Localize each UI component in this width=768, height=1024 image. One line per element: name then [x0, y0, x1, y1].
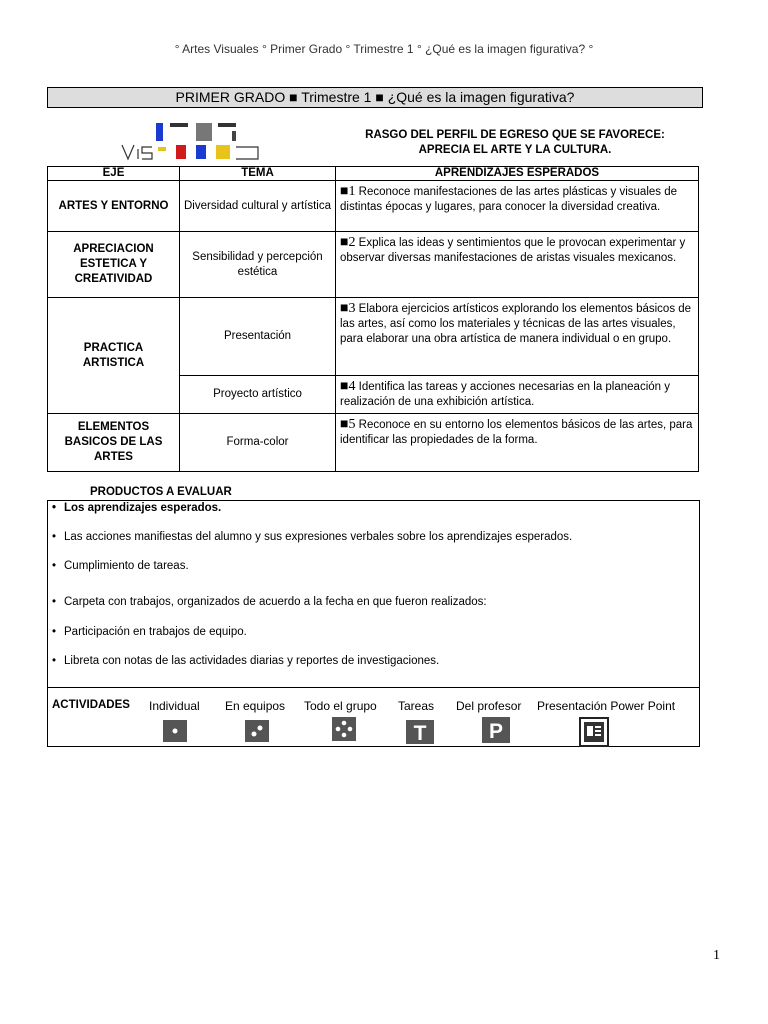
- aprendizaje-number: ■5: [340, 417, 356, 432]
- aprendizaje-number: ■2: [340, 235, 356, 250]
- aprendizaje-text: Reconoce manifestaciones de las artes plásticas y visuales de distintas épocas y lugares, para conocer la diversidad creativa.: [340, 186, 678, 213]
- page-number: 1: [713, 948, 720, 963]
- table-row: [48, 181, 699, 232]
- teacher-icon: [482, 717, 510, 748]
- actividad-powerpoint-label: Presentación Power Point: [537, 699, 676, 713]
- aprendizaje-text: Identifica las tareas y acciones necesarias en la planeación y realización de una exhibición artística.: [340, 381, 670, 408]
- actividades-divider: [48, 687, 699, 688]
- header-tema: TEMA: [180, 167, 336, 181]
- list-item: • Carpeta con trabajos, organizados de acuerdo a la fecha en que fueron realizados:: [52, 596, 487, 608]
- tema-cell: Proyecto artístico: [180, 376, 336, 414]
- aprendizaje-number: ■4: [340, 379, 356, 394]
- tasks-icon: [406, 720, 434, 749]
- list-item: • Libreta con notas de las actividades diarias y reportes de investigaciones.: [52, 655, 440, 667]
- actividad-individual-label: Individual: [149, 699, 200, 713]
- table-row: [48, 232, 699, 298]
- aprendizaje-text: Elabora ejercicios artísticos explorando los elementos básicos de las artes, así como los materiales y técnicas de las artes visuales, para elaborar una obra artística de manera individual o en grupo.: [340, 303, 692, 345]
- group-icon: [332, 717, 356, 746]
- tema-cell: Sensibilidad y percepción estética: [180, 232, 336, 298]
- header-eje: EJE: [48, 167, 180, 181]
- actividad-tareas-label: Tareas: [398, 699, 435, 713]
- eje-cell: PRACTICA ARTISTICA: [48, 298, 180, 414]
- perfil-egreso-line2: APRECIA EL ARTE Y LA CULTURA.: [418, 144, 612, 156]
- productos-title: PRODUCTOS A EVALUAR: [90, 486, 232, 498]
- table-header-row: [48, 167, 699, 181]
- aprendizaje-number: ■3: [340, 301, 356, 316]
- actividades-label: ACTIVIDADES: [52, 699, 130, 711]
- tema-cell: Diversidad cultural y artística: [180, 181, 336, 232]
- eje-cell: ELEMENTOS BASICOS DE LAS ARTES: [48, 414, 180, 472]
- tasks-glyph: T: [413, 722, 427, 744]
- header-aprendizajes: APRENDIZAJES ESPERADOS: [336, 167, 699, 181]
- tema-cell: Presentación: [180, 298, 336, 376]
- list-item: • Cumplimiento de tareas.: [52, 560, 189, 572]
- aprendizaje-text: Explica las ideas y sentimientos que le provocan experimentar y observar diversas manifestaciones de aristas visuales mexicanos.: [340, 237, 686, 264]
- actividad-equipos-label: En equipos: [225, 699, 286, 713]
- team-icon: [245, 720, 269, 747]
- list-item: • Participación en trabajos de equipo.: [52, 626, 247, 638]
- aprendizaje-cell: [336, 376, 699, 414]
- aprendizaje-cell: [336, 298, 699, 376]
- aprendizaje-cell: [336, 414, 699, 472]
- eje-cell: ARTES Y ENTORNO: [48, 181, 180, 232]
- list-item: • Los aprendizajes esperados.: [52, 502, 222, 514]
- running-header: ° Artes Visuales ° Primer Grado ° Trimestre 1 ° ¿Qué es la imagen figurativa? °: [174, 42, 594, 56]
- aprendizajes-table: [47, 166, 699, 472]
- table-row: [48, 298, 699, 376]
- perfil-egreso: [330, 128, 700, 158]
- individual-icon: [163, 720, 187, 747]
- teacher-glyph: P: [488, 720, 504, 743]
- actividad-profesor-label: Del profesor: [456, 699, 522, 713]
- tema-cell: Forma-color: [180, 414, 336, 472]
- actividad-grupo-label: Todo el grupo: [304, 699, 377, 713]
- aprendizaje-cell: [336, 232, 699, 298]
- eje-cell: APRECIACION ESTETICA Y CREATIVIDAD: [48, 232, 180, 298]
- perfil-egreso-line1: RASGO DEL PERFIL DE EGRESO QUE SE FAVORECE:: [365, 129, 665, 141]
- list-item: • Las acciones manifiestas del alumno y sus expresiones verbales sobre los aprendizajes esperados.: [52, 531, 573, 543]
- aprendizaje-number: ■1: [340, 184, 356, 199]
- artes-visuales-logo: [118, 117, 262, 163]
- aprendizaje-text: Reconoce en su entorno los elementos básicos de las artes, para identificar las propiedades de la forma.: [340, 419, 693, 446]
- productos-box: [47, 500, 700, 747]
- presentation-icon: [579, 717, 609, 752]
- table-row: [48, 414, 699, 472]
- title-bar: PRIMER GRADO ■ Trimestre 1 ■ ¿Qué es la imagen figurativa?: [47, 87, 703, 108]
- aprendizaje-cell: [336, 181, 699, 232]
